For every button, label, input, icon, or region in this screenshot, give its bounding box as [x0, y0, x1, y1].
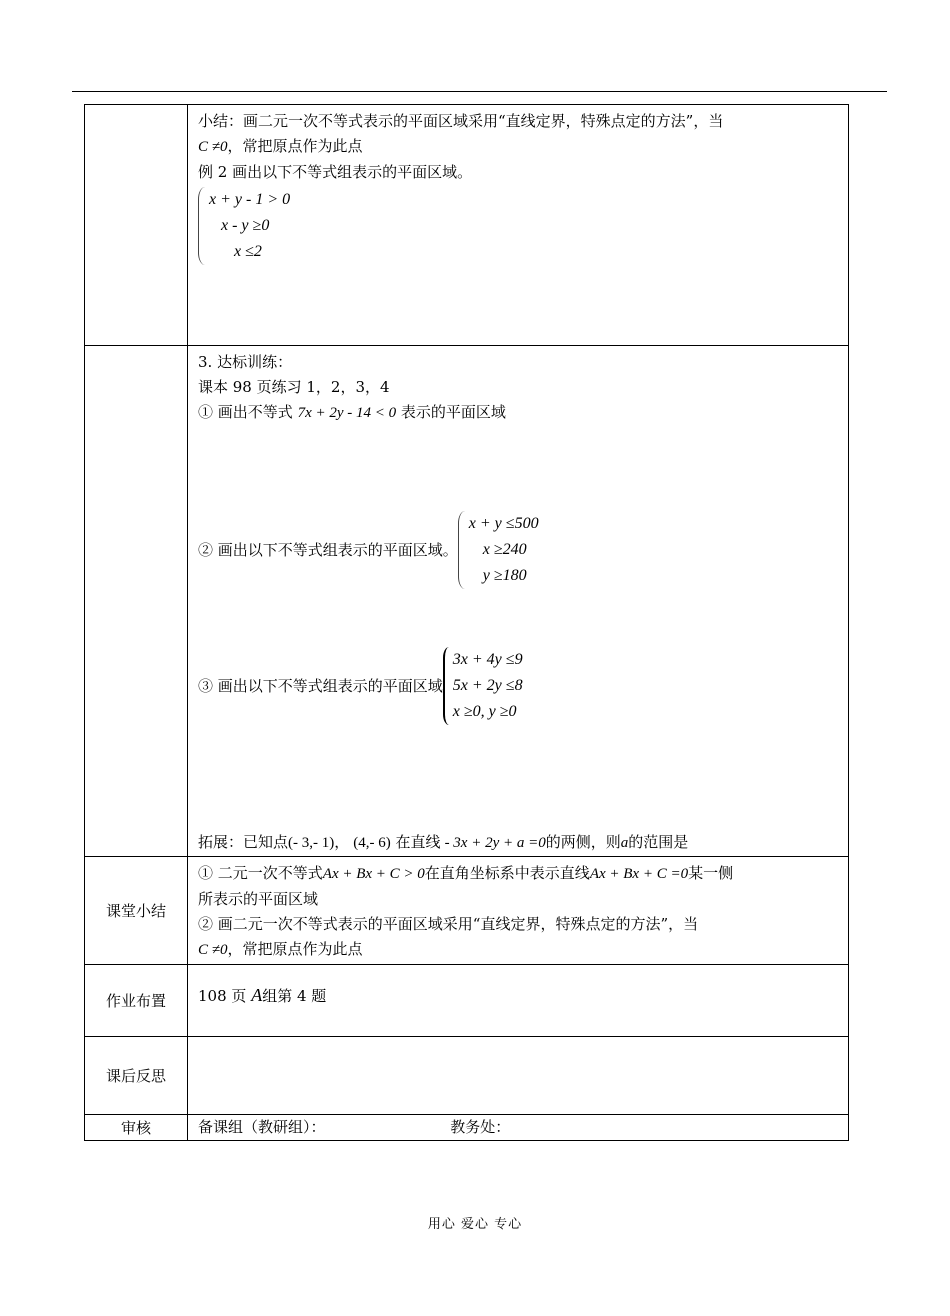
summary-line: 小结：画二元一次不等式表示的平面区域采用“直线定界，特殊点定的方法”，当	[198, 112, 724, 130]
practice-cell	[188, 346, 849, 857]
inequality-system-exercise3	[443, 647, 523, 725]
review-cell	[188, 1115, 849, 1141]
review-text: 备课组（教研组）：	[198, 1118, 326, 1136]
summary-math: Ax + Bx + C > 0	[322, 866, 425, 882]
math-c-neq-0: C ≠0	[198, 139, 228, 155]
summary-example-cell	[188, 105, 849, 346]
exercise-1-suffix: 表示的平面区域	[400, 403, 506, 421]
textbook-reference: 课本 98 页练习 1，2，3，4	[198, 378, 390, 396]
row-label-empty	[85, 346, 188, 857]
inequality-line: x ≤2	[234, 243, 262, 260]
extension-text: 的两侧，则	[545, 833, 621, 851]
exercise-2-prefix: ② 画出以下不等式组表示的平面区域。	[198, 540, 458, 559]
extension-problem	[198, 830, 838, 856]
summary-text: 所表示的平面区域	[198, 890, 319, 908]
table-row	[85, 346, 849, 857]
brace	[458, 511, 465, 589]
extension-point-2: (4,- 6)	[353, 835, 391, 851]
example-2-heading: 例 2 画出以下不等式组表示的平面区域。	[198, 163, 473, 181]
row-label: 审核	[85, 1115, 188, 1141]
inequality-system-example2	[198, 187, 290, 265]
table-row	[85, 965, 849, 1037]
exercise-3	[198, 647, 838, 725]
summary-math: C ≠0	[198, 942, 228, 958]
extension-line-math: - 3x + 2y + a =0	[444, 835, 546, 851]
summary-text: 某一侧	[688, 864, 734, 882]
inequality-line: x ≥240	[482, 541, 527, 558]
homework-group-letter: A	[251, 985, 263, 1005]
exercise-1-math: 7x + 2y - 14 < 0	[297, 405, 397, 421]
table-row	[85, 857, 849, 965]
row-label: 作业布置	[85, 965, 188, 1037]
exercise-1-prefix: ① 画出不等式	[198, 403, 293, 421]
inequality-line: x + y - 1 > 0	[209, 191, 291, 208]
reflection-cell	[188, 1037, 849, 1115]
row-label-empty	[85, 105, 188, 346]
extension-text: 拓展：已知点	[198, 833, 289, 851]
homework-cell	[188, 965, 849, 1037]
inequality-system-exercise2	[458, 511, 539, 589]
summary-text: ① 二元一次不等式	[198, 864, 323, 882]
inequality-line: 5x + 2y ≤8	[452, 677, 523, 694]
inequality-line: 3x + 4y ≤9	[452, 651, 523, 668]
homework-text: 组第 4 题	[262, 987, 327, 1005]
extension-text: 在直线	[395, 833, 441, 851]
extension-point-1: (- 3,- 1)	[288, 835, 335, 851]
extension-variable-a: a	[620, 835, 629, 851]
practice-heading: 3. 达标训练：	[198, 353, 293, 371]
exercise-3-prefix: ③ 画出以下不等式组表示的平面区域	[198, 676, 443, 695]
exercise-1	[198, 400, 838, 426]
brace	[198, 187, 205, 265]
summary-text: ② 画二元一次不等式表示的平面区域采用“直线定界，特殊点定的方法”，当	[198, 915, 699, 933]
summary-text: ，常把原点作为此点	[227, 940, 363, 958]
homework-text: 108 页	[198, 987, 247, 1005]
extension-text: ，	[334, 833, 350, 851]
inequality-line: x ≥0, y ≥0	[452, 703, 517, 720]
summary-line-2: ，常把原点作为此点	[227, 137, 363, 155]
brace	[443, 647, 449, 725]
class-summary-cell	[188, 857, 849, 965]
inequality-line: y ≥180	[482, 567, 527, 584]
extension-text: 的范围是	[628, 833, 689, 851]
review-text: 教务处：	[450, 1118, 511, 1136]
inequality-line: x + y ≤500	[468, 515, 539, 532]
page-footer: 用心 爱心 专心	[427, 1217, 523, 1232]
row-label: 课后反思	[85, 1037, 188, 1115]
row-label: 课堂小结	[85, 857, 188, 965]
summary-text: 在直角坐标系中表示直线	[424, 864, 590, 882]
lesson-plan-table	[84, 104, 849, 1141]
table-row	[85, 1115, 849, 1141]
exercise-2	[198, 511, 838, 589]
table-row	[85, 105, 849, 346]
header-rule	[72, 91, 887, 92]
summary-math: Ax + Bx + C =0	[589, 866, 689, 882]
inequality-line: x - y ≥0	[221, 217, 270, 234]
table-row	[85, 1037, 849, 1115]
